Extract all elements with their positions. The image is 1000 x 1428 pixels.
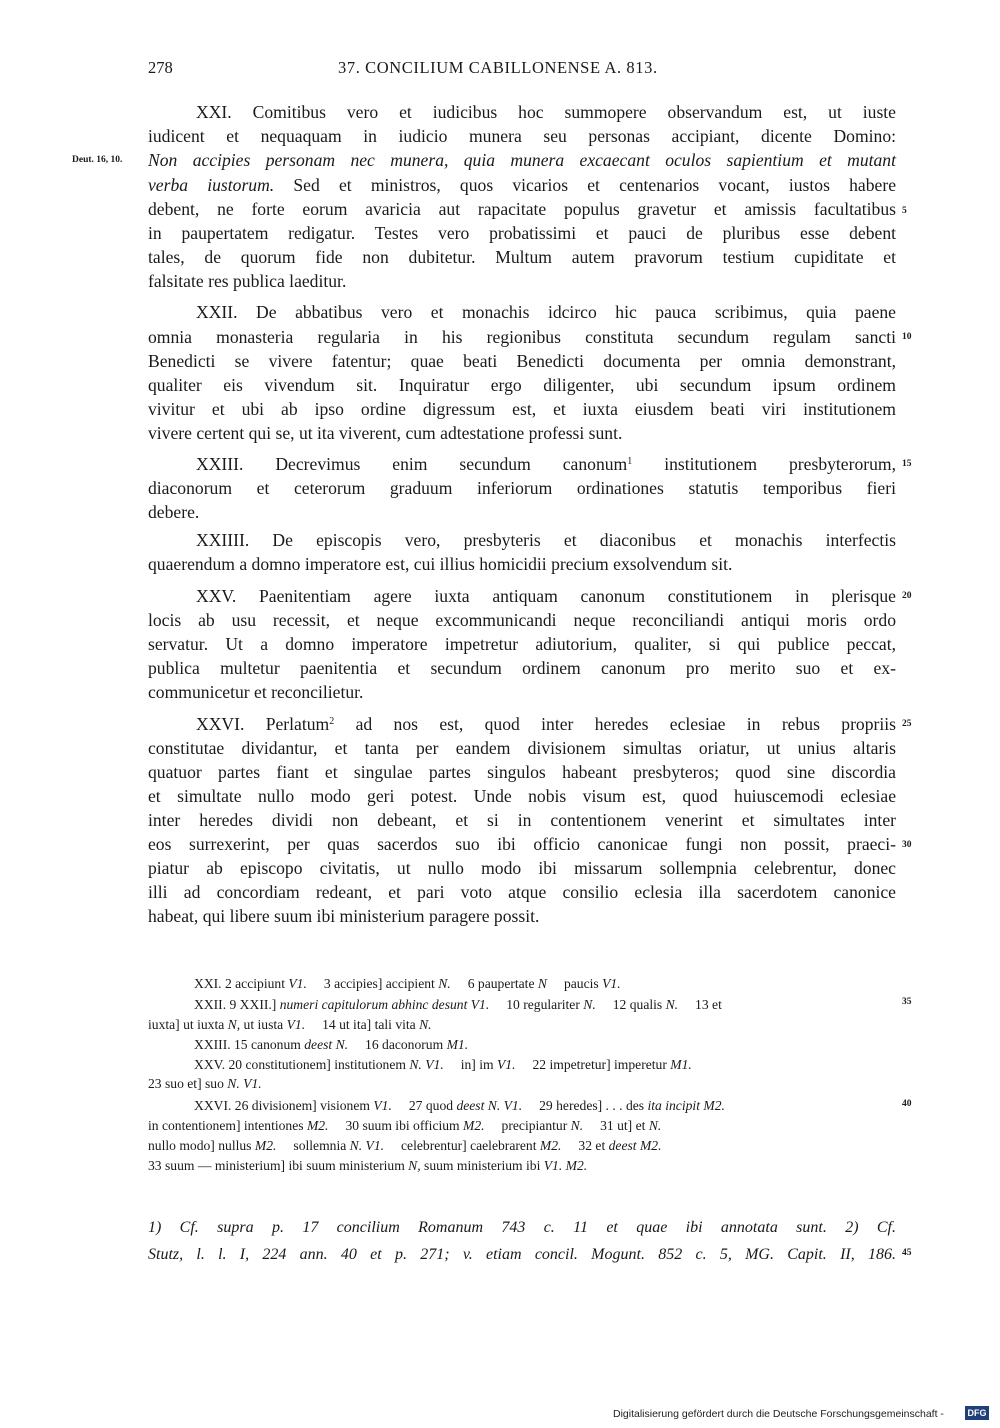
apparatus-segment: XXII. 9 XXII.] [194, 997, 280, 1012]
apparatus-line [148, 1096, 896, 1116]
apparatus-segment: 16 daconorum [348, 1037, 447, 1052]
text-line [148, 528, 896, 552]
apparatus-segment: precipiantur [484, 1118, 571, 1133]
text-segment: vivere certent qui se, ut ita viverent, cum adtestatione professi sunt. [148, 423, 623, 443]
apparatus-line [148, 974, 896, 994]
apparatus-segment: 13 et [678, 997, 722, 1012]
apparatus-segment: N, [408, 1158, 421, 1173]
apparatus-segment: XXI. 2 accipiunt [194, 976, 289, 991]
apparatus-segment: deest N. V1. [456, 1098, 523, 1113]
text-segment: communicetur et reconcilietur. [148, 682, 364, 702]
line-number: 20 [902, 591, 912, 601]
apparatus-line [148, 1015, 896, 1035]
text-segment: publica multetur paenitentia et secundum ordinem canonum pro merito suo et ex- [148, 658, 896, 678]
apparatus-line [148, 1116, 896, 1136]
text-segment: institutionem presbyterorum, [632, 454, 896, 474]
apparatus-segment: V1. [373, 1098, 392, 1113]
apparatus-segment: M2. [254, 1138, 277, 1153]
page-number: 278 [148, 58, 173, 77]
text-line [148, 808, 896, 832]
apparatus-segment: 32 et [561, 1138, 609, 1153]
text-segment: inter heredes dividi non debeant, et si in contentionem venerint et simultates inter [148, 810, 896, 830]
apparatus-segment: 3 accipies] accipient [306, 976, 439, 991]
text-segment: debere. [148, 502, 200, 522]
apparatus-segment: M1. [670, 1057, 692, 1072]
apparatus-segment: 27 quod [391, 1098, 457, 1113]
text-line [148, 736, 896, 760]
text-line [148, 373, 896, 397]
text-line [148, 421, 896, 445]
apparatus-segment: in] im [443, 1057, 497, 1072]
apparatus-segment: M2. [463, 1118, 485, 1133]
text-line [148, 173, 896, 197]
line-number: 40 [902, 1099, 912, 1109]
line-number: 45 [902, 1248, 912, 1258]
text-segment: locis ab usu recessit, et neque excommunicandi neque reconciliandi antiqui moris ordo [148, 610, 896, 630]
text-line [148, 476, 896, 500]
line-number: 15 [902, 459, 912, 469]
apparatus-segment: sollemnia [276, 1138, 350, 1153]
footnote-marker: 2 [329, 716, 335, 727]
line-number: 10 [902, 332, 912, 342]
text-line [148, 712, 896, 736]
apparatus-segment: deest N. [304, 1037, 349, 1052]
text-segment: XXVI. Perlatum [196, 714, 330, 734]
running-title: 37. CONCILIUM CABILLONENSE A. 813. [338, 58, 658, 77]
apparatus-segment: ita incipit M2. [647, 1098, 725, 1113]
apparatus-line [148, 1055, 896, 1075]
text-segment: Benedicti se vivere fatentur; quae beati Benedicti documenta per omnia demonstrant, [148, 351, 896, 371]
apparatus-segment: deest M2. [608, 1138, 662, 1153]
text-segment: verba iustorum. [148, 175, 275, 195]
apparatus-segment: M1. [446, 1037, 469, 1052]
text-segment: falsitate res publica laeditur. [148, 271, 347, 291]
apparatus-segment: N, [227, 1017, 241, 1032]
apparatus-segment: N [537, 976, 547, 991]
text-line [148, 904, 896, 928]
text-line [148, 245, 896, 269]
text-segment: iudicent et nequaquam in iudicio munera seu personas accipiant, dicente Domino: [148, 126, 896, 146]
apparatus-segment: in contentionem] intentiones [148, 1118, 307, 1133]
text-line [148, 197, 896, 221]
digitization-credit: Digitalisierung gefördert durch die Deutsche Forschungsgemeinschaft - [613, 1408, 944, 1420]
text-segment: XXV. Paenitentiam agere iuxta antiquam canonum constitutionem in plerisque [196, 586, 896, 606]
apparatus-segment: V1. [286, 1017, 306, 1032]
text-line [148, 552, 896, 576]
apparatus-segment: V1. [602, 976, 621, 991]
line-number: 35 [902, 997, 912, 1007]
text-line [148, 680, 896, 704]
text-line [148, 656, 896, 680]
text-line [148, 760, 896, 784]
apparatus-segment: V1. [496, 1057, 516, 1072]
apparatus-line [148, 995, 896, 1015]
apparatus-segment: XXIII. 15 canonum [194, 1037, 305, 1052]
apparatus-line [148, 1136, 896, 1156]
apparatus-segment: M2. [306, 1118, 329, 1133]
text-line [148, 500, 896, 524]
text-segment: XXII. De abbatibus vero et monachis idcirco hic pauca scribimus, quia paene [196, 302, 896, 322]
text-line [148, 632, 896, 656]
text-segment: Sed et ministros, quos vicarios et centenarios vocant, iustos habere [274, 175, 896, 195]
text-segment: eos surrexerint, per quas sacerdos suo ibi officio canonicae fungi non possit, praeci- [148, 834, 896, 854]
apparatus-line [148, 1074, 896, 1094]
text-segment: diaconorum et ceterorum graduum inferiorum ordinationes statutis temporibus fieri [148, 478, 896, 498]
footnote-line: 1) Cf. supra p. 17 concilium Romanum 743 c. 11 et quae ibi annotata sunt. 2) Cf. [148, 1219, 896, 1236]
apparatus-segment: XXV. 20 constitutionem] institutionem [194, 1057, 410, 1072]
apparatus-segment: 31 ut] et [583, 1118, 649, 1133]
apparatus-segment: iuxta] ut iuxta [148, 1017, 228, 1032]
text-line [148, 397, 896, 421]
apparatus-segment: 29 heredes] . . . des [522, 1098, 648, 1113]
apparatus-segment: N. V1. [409, 1057, 444, 1072]
text-segment: Non accipies personam nec munera, quia munera excaecant oculos sapientium et mutant [148, 150, 896, 170]
apparatus-segment: V1. [288, 976, 307, 991]
text-segment: omnia monasteria regularia in his regionibus constituta secundum regulam sancti [148, 327, 896, 347]
text-line [148, 100, 896, 124]
apparatus-segment: 33 suum — ministerium] ibi suum ministerium [148, 1158, 409, 1173]
text-line [148, 325, 896, 349]
footnote-line: Stutz, l. l. I, 224 ann. 40 et p. 271; v. etiam concil. Mogunt. 852 c. 5, MG. Capit. II, 186. [148, 1246, 896, 1263]
line-number: 25 [902, 719, 912, 729]
margin-reference: Deut. 16, 10. [72, 155, 123, 165]
apparatus-segment: M2. [539, 1138, 562, 1153]
line-number: 30 [902, 840, 912, 850]
apparatus-line [148, 1035, 896, 1055]
apparatus-segment: 12 qualis [595, 997, 666, 1012]
apparatus-segment: nullo modo] nullus [148, 1138, 255, 1153]
text-segment: vivitur et ubi ab ipso ordine digressum est, et iuxta eiusdem beati viri institutionem [148, 399, 896, 419]
apparatus-segment: 22 impetretur] imperetur [515, 1057, 671, 1072]
apparatus-segment: N. [419, 1017, 432, 1032]
text-segment: tales, de quorum fide non dubitetur. Multum autem pravorum testium cupiditate et [148, 247, 896, 267]
apparatus-segment: 23 suo et] suo [148, 1076, 228, 1091]
text-segment: quaerendum a domno imperatore est, cui illius homicidii precium exsolvendum sit. [148, 554, 733, 574]
text-segment: quatuor partes fiant et singulae partes singulos habeant presbyteros; quod sine discordia [148, 762, 896, 782]
apparatus-segment: V1. M2. [543, 1158, 588, 1173]
text-line [148, 856, 896, 880]
apparatus-segment: N. [648, 1118, 662, 1133]
apparatus-segment: 14 ut ita] tali vita [305, 1017, 420, 1032]
text-line [148, 221, 896, 245]
text-segment: piatur ab episcopo civitatis, ut nullo modo ibi missarum sollempnia celebrentur, donec [148, 858, 896, 878]
apparatus-segment: ut iusta [240, 1017, 287, 1032]
text-segment: constitutae dividantur, et tanta per eandem divisionem simultas oriatur, ut unius altaris [148, 738, 896, 758]
text-segment: XXI. Comitibus vero et iudicibus hoc summopere observandum est, ut iuste [196, 102, 896, 122]
apparatus-segment: 30 suum ibi officium [328, 1118, 464, 1133]
text-segment: et simultate nullo modo geri potest. Unde nobis visum est, quod huiuscemodi eclesiae [148, 786, 896, 806]
apparatus-segment: N. [570, 1118, 584, 1133]
text-line [148, 608, 896, 632]
text-line [148, 584, 896, 608]
apparatus-segment: paucis [546, 976, 603, 991]
text-segment: servatur. Ut a domno imperatore impetretur adiutorium, qualiter, si qui publice peccat, [148, 634, 896, 654]
text-line [148, 784, 896, 808]
apparatus-segment: 6 paupertate [450, 976, 538, 991]
apparatus-segment: numeri capitulorum abhinc desunt V1. [279, 997, 490, 1012]
apparatus-segment: suum ministerium ibi [420, 1158, 544, 1173]
apparatus-segment: celebrentur] caelebrarent [384, 1138, 540, 1153]
footnote-marker: 1 [627, 456, 633, 467]
text-line [148, 148, 896, 172]
apparatus-line [148, 1156, 896, 1176]
apparatus-segment: N. V1. [349, 1138, 385, 1153]
text-line [148, 880, 896, 904]
text-line [148, 832, 896, 856]
page-header [148, 58, 896, 86]
line-number: 5 [902, 206, 907, 216]
apparatus-segment: N. V1. [227, 1076, 262, 1091]
text-segment: habeat, qui libere suum ibi ministerium paragere possit. [148, 906, 540, 926]
text-segment: in paupertatem redigatur. Testes vero probatissimi et pauci de pluribus esse debent [148, 223, 896, 243]
text-line [148, 300, 896, 324]
text-segment: qualiter eis vivendum sit. Inquiratur ergo diligenter, ubi secundum ipsum ordinem [148, 375, 896, 395]
text-segment: illi ad concordiam redeant, et pari voto atque consilio eclesia illa sacerdotem canonice [148, 882, 896, 902]
text-line [148, 452, 896, 476]
text-line [148, 124, 896, 148]
apparatus-segment: N. [665, 997, 679, 1012]
text-segment: XXIIII. De episcopis vero, presbyteris et diaconibus et monachis interfectis [196, 530, 896, 550]
apparatus-segment: 10 regulariter [489, 997, 584, 1012]
text-segment: ad nos est, quod inter heredes eclesiae in rebus propriis [334, 714, 897, 734]
text-line [148, 349, 896, 373]
apparatus-segment: XXVI. 26 divisionem] visionem [194, 1098, 374, 1113]
apparatus-segment: N. [438, 976, 451, 991]
apparatus-segment: N. [583, 997, 596, 1012]
text-line [148, 269, 896, 293]
text-segment: XXIII. Decrevimus enim secundum canonum [196, 454, 628, 474]
text-segment: debent, ne forte eorum avaricia aut rapacitate populus gravetur et amissis facultatibus [148, 199, 896, 219]
dfg-logo: DFG [965, 1406, 989, 1420]
